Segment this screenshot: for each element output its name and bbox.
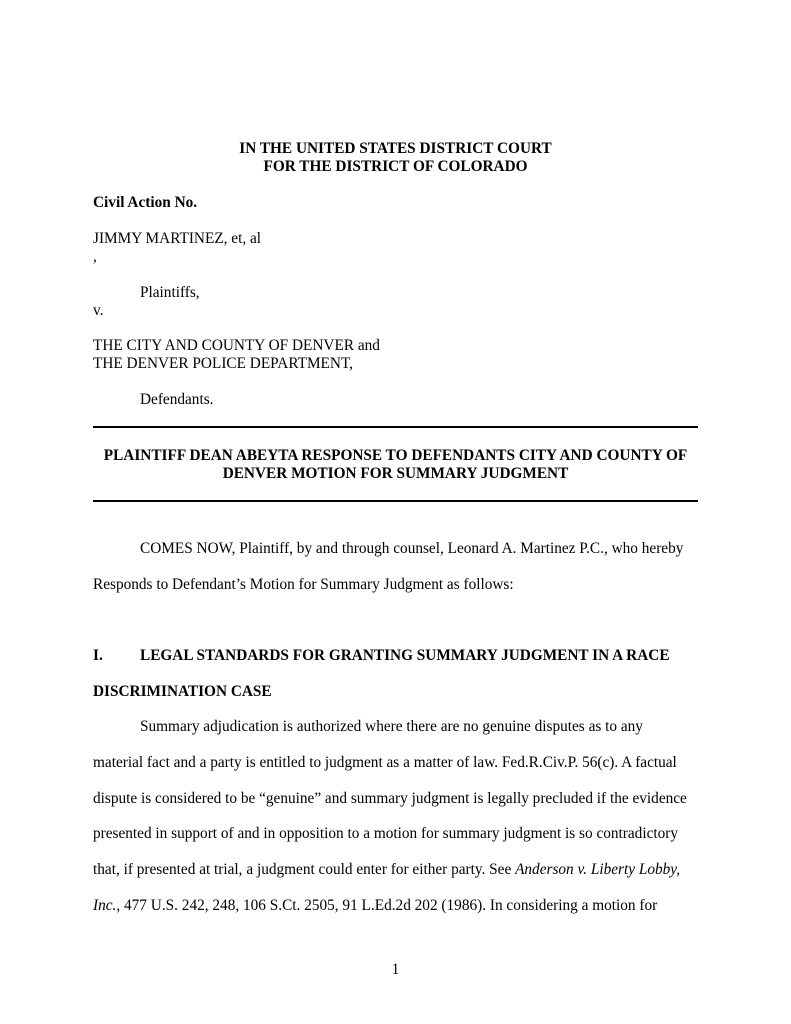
document-title-line1: PLAINTIFF DEAN ABEYTA RESPONSE TO DEFENDANTS CITY AND COUNTY OF: [103, 447, 688, 464]
body-line: presented in support of and in opposition to a motion for summary judgment is so contradictory: [93, 825, 679, 842]
body-line: Summary adjudication is authorized where there are no genuine disputes as to any: [140, 718, 643, 735]
section-number: I.: [93, 647, 103, 664]
case-name: Inc.: [93, 897, 117, 914]
civil-action-label: Civil Action No.: [93, 194, 198, 211]
body-line: dispute is considered to be “genuine” and summary judgment is legally precluded if the evidence: [93, 790, 687, 807]
defendant-name-line2: THE DENVER POLICE DEPARTMENT,: [93, 355, 353, 372]
section-heading-line1: LEGAL STANDARDS FOR GRANTING SUMMARY JUDGMENT IN A RACE: [140, 647, 670, 664]
versus-label: v.: [93, 302, 104, 319]
body-text: that, if presented at trial, a judgment could enter for either party. See: [93, 861, 516, 878]
defendants-label: Defendants.: [140, 391, 214, 408]
intro-line2: Responds to Defendant’s Motion for Summary Judgment as follows:: [93, 576, 514, 593]
body-line: material fact and a party is entitled to judgment as a matter of law. Fed.R.Civ.P. 56(c). A factual: [93, 754, 677, 771]
court-name: IN THE UNITED STATES DISTRICT COURT: [239, 140, 552, 157]
court-district: FOR THE DISTRICT OF COLORADO: [263, 158, 528, 175]
body-text: , 477 U.S. 242, 248, 106 S.Ct. 2505, 91 L.Ed.2d 202 (1986). In considering a motion for: [116, 897, 658, 914]
intro-line1: COMES NOW, Plaintiff, by and through counsel, Leonard A. Martinez P.C., who hereby: [140, 540, 684, 557]
plaintiffs-label: Plaintiffs,: [140, 284, 200, 301]
document-title-line2: DENVER MOTION FOR SUMMARY JUDGMENT: [222, 465, 569, 482]
plaintiff-name: JIMMY MARTINEZ, et, al: [93, 230, 262, 247]
section-heading-line2: DISCRIMINATION CASE: [93, 683, 272, 700]
page-number: 1: [391, 961, 400, 978]
case-name: Anderson v. Liberty Lobby,: [515, 861, 681, 878]
title-bottom-rule: [93, 500, 698, 502]
body-line-citation: [93, 861, 680, 879]
body-line-citation: [93, 897, 657, 915]
defendant-name-line1: THE CITY AND COUNTY OF DENVER and: [93, 337, 380, 354]
title-top-rule: [93, 426, 698, 428]
plaintiff-comma: ,: [93, 248, 97, 265]
